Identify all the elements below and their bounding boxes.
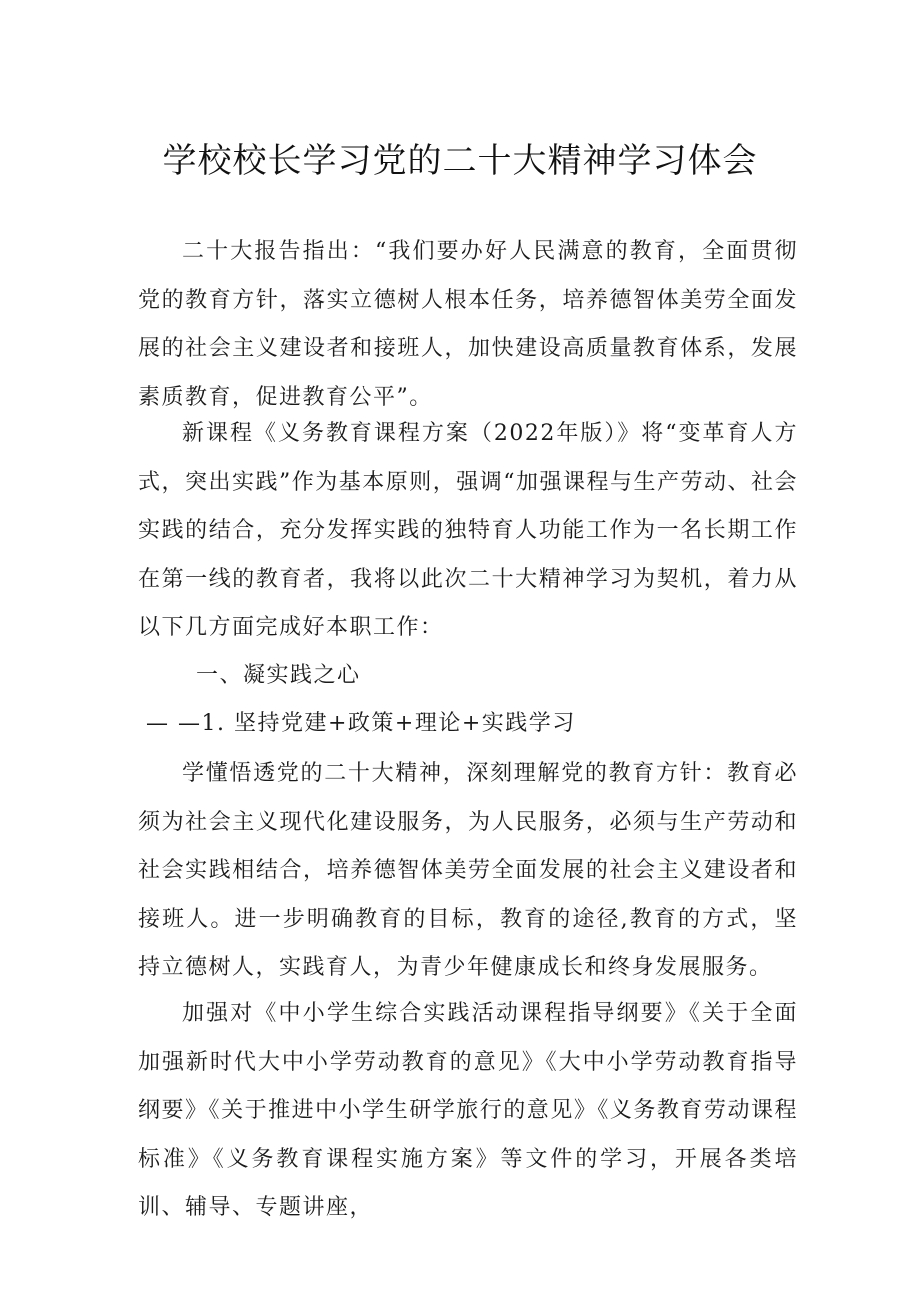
paragraph-new-curriculum: 新课程《义务教育课程方案（2022年版）》将“变革育人方式，突出实践”作为基本原则，强调“加强课程与生产劳动、社会实践的结合，充分发挥实践的独特育人功能工作为一名长期工作在第一线的教育者，我将以此次二十大精神学习为契机，着力从以下几方面完成好本职工作： [138,421,798,640]
sub-heading: — —1. 坚持党建+政策+理论+实践学习 [146,711,576,736]
paragraph-understanding: 学懂悟透党的二十大精神，深刻理解党的教育方针：教育必须为社会主义现代化建设服务，为人民服务，必须与生产劳动和社会实践相结合，培养德智体美劳全面发展的社会主义建设者和接班人。进一步明确教育的目标，教育的途径,教育的方式，坚持立德树人，实践育人，为青少年健康成长和终身发展服务。 [138,761,798,980]
paragraph-documents-study: 加强对《中小学生综合实践活动课程指导纲要》《关于全面加强新时代大中小学劳动教育的意见》《大中小学劳动教育指导纲要》《关于推进中小学生研学旅行的意见》《义务教育劳动课程标准》《义务教育课程实施方案》等文件的学习，开展各类培训、辅导、专题讲座， [138,1001,798,1220]
document-title: 学校校长学习党的二十大精神学习体会 [162,141,758,181]
paragraph-report-quote: 二十大报告指出：“我们要办好人民满意的教育，全面贯彻党的教育方针，落实立德树人根本任务，培养德智体美劳全面发展的社会主义建设者和接班人，加快建设高质量教育体系，发展素质教育，促进教育公平”。 [138,239,798,410]
section-heading: 一、凝实践之心 [196,663,361,688]
